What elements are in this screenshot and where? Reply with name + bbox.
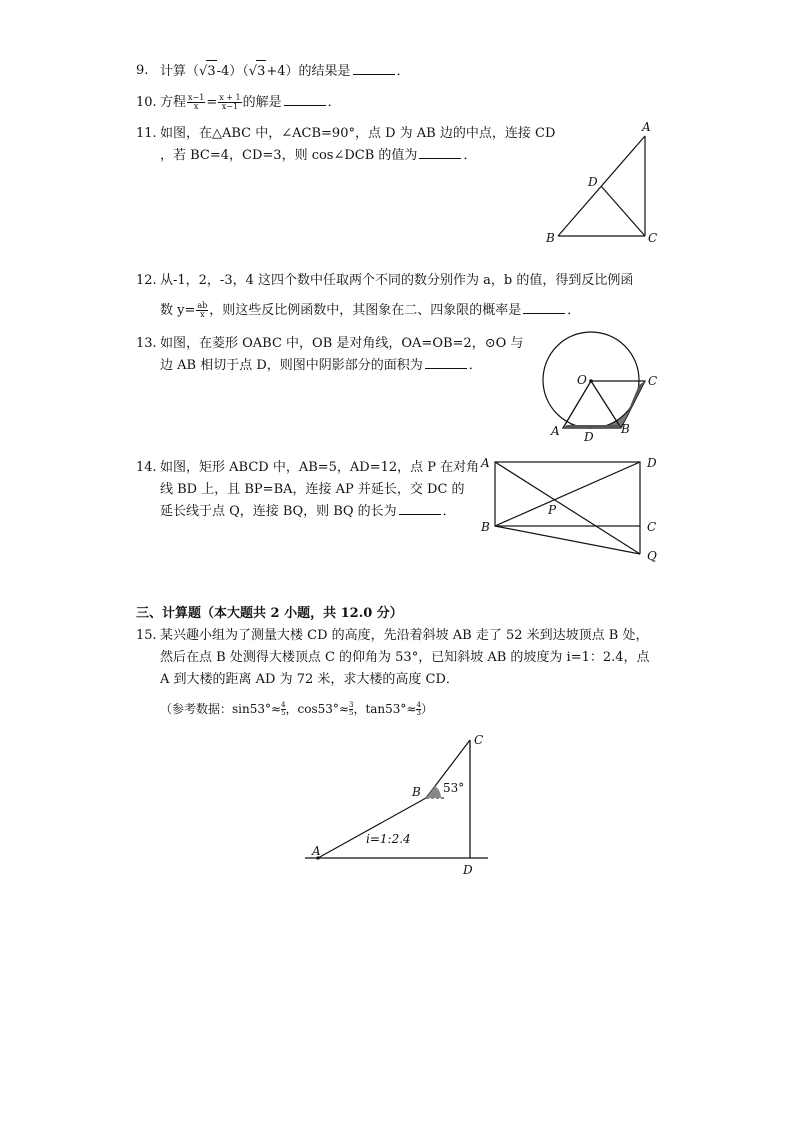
question-number: 9. (136, 63, 149, 78)
slope-building-figure (300, 728, 500, 878)
rectangle-abcd-figure (475, 452, 665, 567)
answer-blank[interactable] (425, 356, 467, 369)
slope-label: i=1:2.4 (366, 832, 411, 846)
question-text-line1: 如图，矩形 ABCD 中，AB=5，AD=12，点 P 在对角 (160, 460, 480, 475)
question-text-line2: 线 BD 上，且 BP=BA，连接 AP 并延长，交 DC 的 (160, 482, 465, 497)
question-number: 14. (136, 460, 157, 475)
label-a: A (551, 424, 560, 438)
question-text-line1: 如图，在△ABC 中，∠ACB=90°，点 D 为 AB 边的中点，连接 CD (160, 126, 556, 141)
question-number: 10. (136, 95, 157, 110)
section-heading: 三、计算题（本大题共 2 小题，共 12.0 分） (136, 606, 403, 621)
answer-blank[interactable] (284, 93, 326, 106)
answer-blank[interactable] (419, 146, 461, 159)
reference-data: （参考数据：sin53°≈ $\frac{4}{5}$ ，cos53°≈ $\frac{3}{5}$ ，tan53°≈ $\frac{4}{3}$ ） (160, 701, 433, 717)
question-text: 方程 $\frac{x-1}{x}$ = $\frac{x + 1}{x-1}$ 的解是 ． (160, 93, 341, 111)
label-c: C (647, 520, 657, 534)
label-p: P (548, 503, 557, 517)
label-c: C (474, 733, 484, 747)
question-text-line2: 然后在点 B 处测得大楼顶点 C 的仰角为 53°，已知斜坡 AB 的坡度为 i=1：2.4，点 (160, 650, 650, 665)
label-b: B (412, 785, 421, 799)
answer-blank[interactable] (399, 502, 441, 515)
label-d: D (647, 456, 657, 470)
label-d: D (584, 430, 594, 444)
angle-label: 53° (443, 781, 465, 795)
question-text: 计算（√3-4）（√3+4）的结果是 ． (160, 60, 410, 83)
label-c: C (648, 231, 658, 245)
fraction: $\frac{x-1}{x}$ (188, 93, 205, 111)
label-d: D (463, 863, 473, 877)
question-text-line3: A 到大楼的距离 AD 为 72 米，求大楼的高度 CD． (160, 672, 459, 687)
label-a: A (642, 120, 651, 134)
label-c: C (648, 374, 658, 388)
triangle-abc-figure (540, 118, 670, 248)
question-text-line1: 如图，在菱形 OABC 中，OB 是对角线，OA=OB=2，⊙O 与 (160, 336, 524, 351)
label-b: B (546, 231, 555, 245)
label-a: A (481, 456, 490, 470)
question-number: 11. (136, 126, 157, 141)
center-point (589, 379, 593, 383)
label-d: D (588, 175, 598, 189)
question-number: 12. (136, 273, 157, 288)
answer-blank[interactable] (353, 62, 395, 75)
answer-blank[interactable] (523, 301, 565, 314)
shaded-base (563, 425, 621, 428)
question-number: 13. (136, 336, 157, 351)
rhombus-circle-figure (535, 325, 665, 447)
segment-cd (601, 186, 645, 236)
fraction: $\frac{x + 1}{x-1}$ (219, 93, 241, 111)
label-a: A (312, 844, 321, 858)
label-o: O (577, 373, 587, 387)
question-number: 15. (136, 628, 157, 643)
label-b: B (621, 422, 630, 436)
slope-ab (318, 798, 426, 858)
label-b: B (481, 520, 490, 534)
label-q: Q (647, 549, 657, 563)
diagonal-bd (495, 462, 640, 526)
question-text-line1: 从-1，2，-3，4 这四个数中任取两个不同的数分别作为 a，b 的值，得到反比例函 (160, 273, 634, 288)
question-text-line1: 某兴趣小组为了测量大楼 CD 的高度，先沿着斜坡 AB 走了 52 米到达坡顶点 B 处， (160, 628, 649, 643)
fraction: $\frac{ab}{x}$ (197, 301, 208, 319)
